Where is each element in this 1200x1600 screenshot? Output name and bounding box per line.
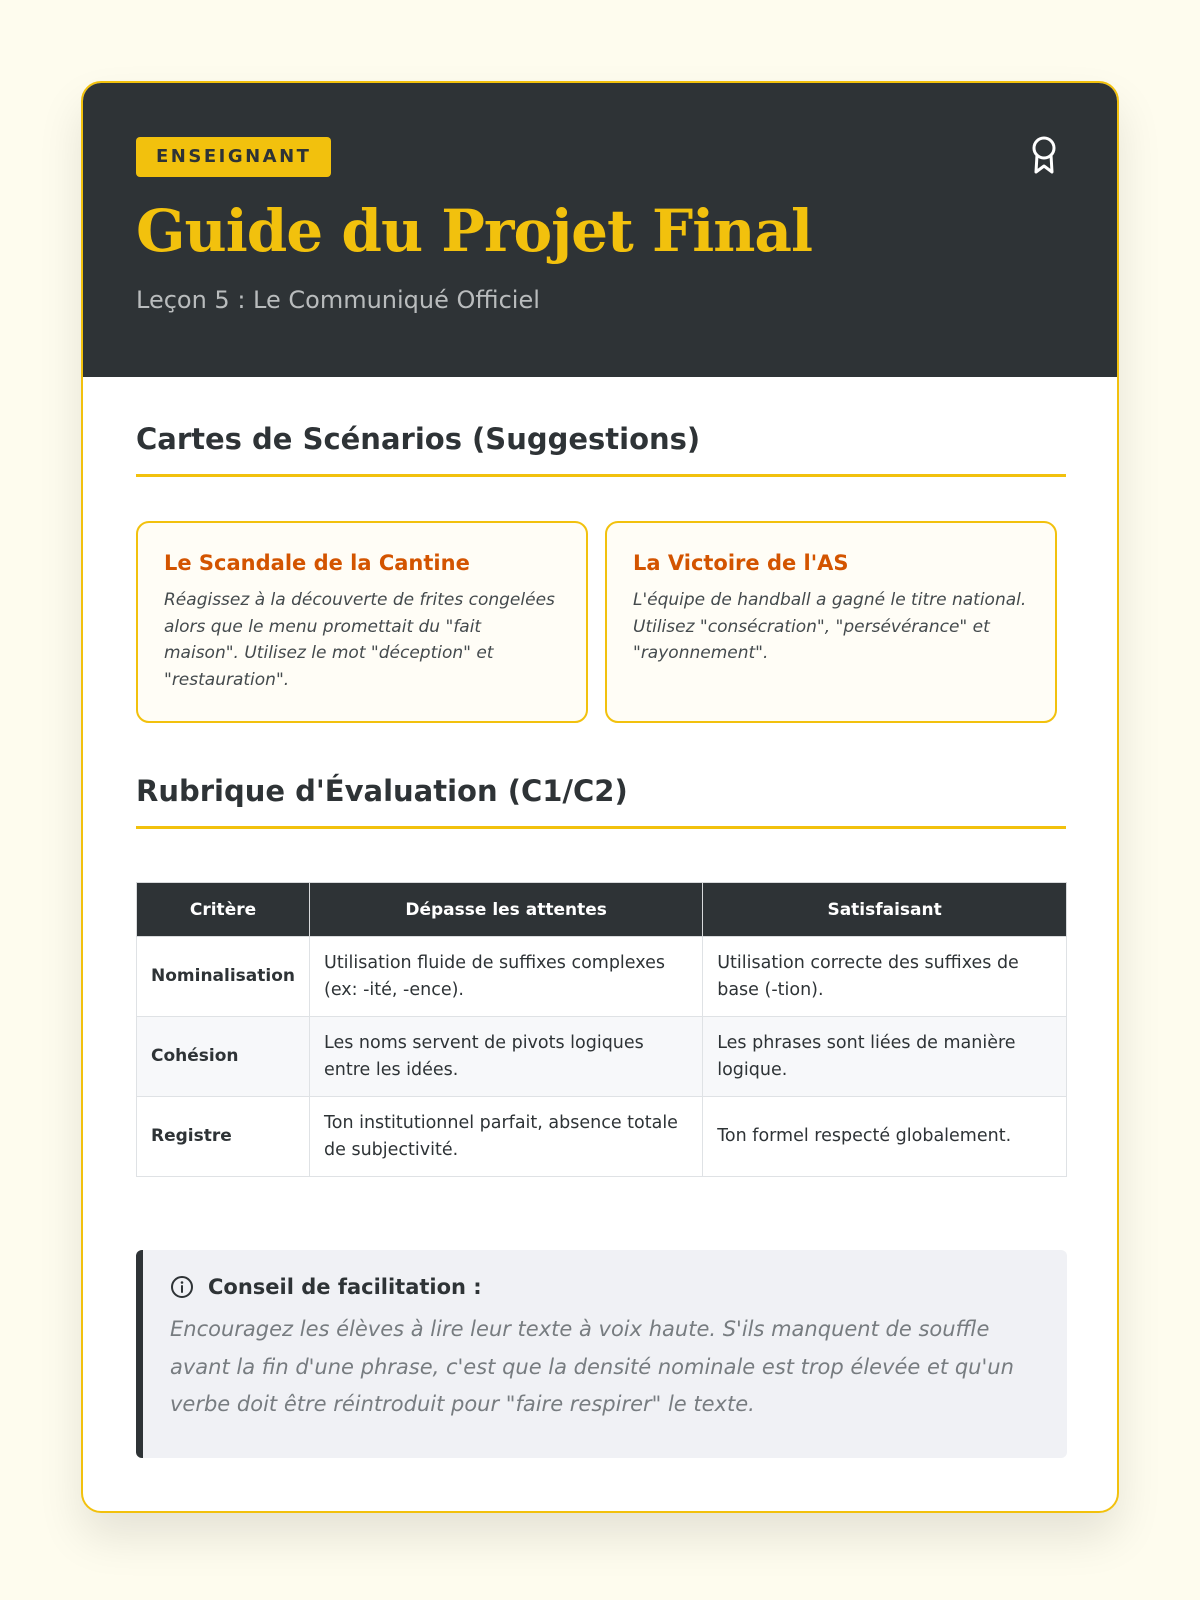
table-header-row: [137, 883, 1067, 937]
table-row: [137, 1097, 1067, 1177]
header: [83, 83, 1117, 377]
scenarios-heading: Cartes de Scénarios (Suggestions): [136, 422, 1066, 477]
award-ribbon-icon: [1029, 135, 1059, 175]
column-header-exceeds: Dépasse les attentes: [310, 883, 703, 937]
table-row: [137, 937, 1067, 1017]
facilitation-tip: [136, 1250, 1067, 1458]
satisfactory-cell: Utilisation correcte des suffixes de base (-tion).: [703, 937, 1067, 1017]
tip-header: [170, 1275, 1047, 1299]
exceeds-cell: Ton institutionnel parfait, absence totale de subjectivité.: [310, 1097, 703, 1177]
satisfactory-cell: Ton formel respecté globalement.: [703, 1097, 1067, 1177]
scenario-description: L'équipe de handball a gagné le titre national. Utilisez "consécration", "persévérance" et "rayonnement".: [633, 590, 1027, 663]
criterion-cell: Nominalisation: [137, 937, 310, 1017]
criterion-cell: Registre: [137, 1097, 310, 1177]
info-icon: [170, 1275, 194, 1299]
rubric-table: [136, 882, 1067, 1177]
teacher-guide-card: [81, 81, 1119, 1513]
exceeds-cell: Utilisation fluide de suffixes complexes (ex: -ité, -ence).: [310, 937, 703, 1017]
scenario-card: [605, 521, 1057, 723]
rubric-heading: Rubrique d'Évaluation (C1/C2): [136, 774, 1066, 829]
exceeds-cell: Les noms servent de pivots logiques entre les idées.: [310, 1017, 703, 1097]
column-header-criterion: Critère: [137, 883, 310, 937]
column-header-satisfactory: Satisfaisant: [703, 883, 1067, 937]
page-title: Guide du Projet Final: [136, 197, 813, 265]
role-badge: ENSEIGNANT: [136, 137, 331, 177]
criterion-cell: Cohésion: [137, 1017, 310, 1097]
scenario-card: [136, 521, 588, 723]
tip-title: Conseil de facilitation :: [208, 1275, 482, 1299]
page-subtitle: Leçon 5 : Le Communiqué Officiel: [136, 286, 540, 314]
satisfactory-cell: Les phrases sont liées de manière logique.: [703, 1017, 1067, 1097]
tip-text: Encouragez les élèves à lire leur texte à voix haute. S'ils manquent de souffle avant la fin d'une phrase, c'est que la densité nominale est trop élevée et qu'un verbe doit être réintroduit pour "faire respirer" le texte.: [170, 1317, 1014, 1416]
scenario-description: Réagissez à la découverte de frites congelées alors que le menu promettait du "fait maison". Utilisez le mot "déception" et "restauration".: [164, 590, 555, 690]
scenario-title: La Victoire de l'AS: [633, 551, 849, 575]
table-row: [137, 1017, 1067, 1097]
scenario-title: Le Scandale de la Cantine: [164, 551, 470, 575]
